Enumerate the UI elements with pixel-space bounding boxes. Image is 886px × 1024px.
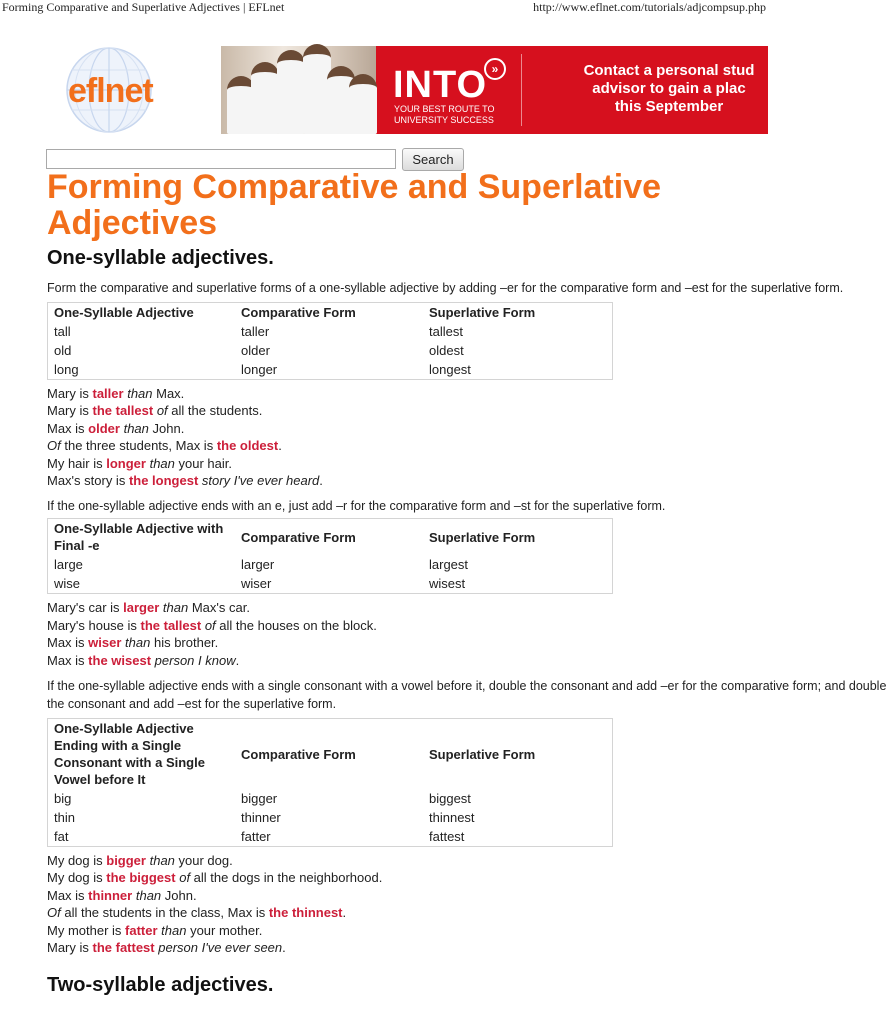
eflnet-logo[interactable] <box>60 46 158 134</box>
table-cell: larger <box>241 557 275 573</box>
banner-brand: INTO <box>393 64 488 106</box>
sentence-text: My mother is <box>47 922 126 938</box>
examples-single-consonant <box>47 852 768 956</box>
example-sentence <box>47 922 768 939</box>
example-sentence <box>47 852 768 869</box>
intro-paragraph-consonant-line-2: the consonant and add –est for the superlative form. <box>47 697 337 712</box>
italic-phrase: person I've ever seen <box>158 940 283 956</box>
table-cell: wisest <box>429 576 466 592</box>
italic-phrase: than <box>149 455 175 471</box>
example-sentence <box>47 599 768 616</box>
table-cell: longer <box>241 362 278 377</box>
sentence-text: . <box>319 473 323 489</box>
sentence-text: Mary is <box>47 386 93 401</box>
table-cell: older <box>241 343 270 358</box>
highlighted-adjective: the fattest <box>92 940 155 956</box>
example-sentence <box>47 385 768 402</box>
print-page-title: Forming Comparative and Superlative Adjectives | EFLnet <box>2 0 285 14</box>
sentence-text: his brother. <box>150 635 219 651</box>
example-sentence <box>47 617 768 634</box>
highlighted-adjective: the oldest <box>216 438 279 454</box>
search-button[interactable]: Search <box>402 148 464 171</box>
banner-call-to-action <box>539 62 799 116</box>
sentence-text: . <box>278 438 282 454</box>
sentence-text: Max is <box>47 652 89 668</box>
italic-phrase: than <box>162 600 189 616</box>
sentence-text: Max is <box>47 420 89 436</box>
column-header: Comparative Form <box>241 529 356 545</box>
table-cell: old <box>54 343 72 358</box>
table-row <box>48 322 612 341</box>
column-header: One-Syllable Adjective Ending with a Single Consonant with a Single Vowel before It <box>54 721 205 788</box>
table-row <box>48 555 612 574</box>
highlighted-adjective: longer <box>106 455 146 471</box>
example-sentence <box>47 420 768 437</box>
pdf-print-header <box>0 0 768 16</box>
highlighted-adjective: the thinnest <box>268 905 343 921</box>
cta-line-3: this September <box>614 98 724 115</box>
sentence-text: your dog. <box>174 853 233 869</box>
banner-tagline: YOUR BEST ROUTE TO UNIVERSITY SUCCESS <box>394 104 495 125</box>
table-cell: biggest <box>429 791 471 807</box>
advertisement-banner[interactable] <box>221 46 768 134</box>
table-cell: oldest <box>429 343 464 358</box>
table-cell: large <box>54 557 83 573</box>
highlighted-adjective: taller <box>92 386 124 401</box>
italic-phrase: person I know <box>154 652 236 668</box>
table-row <box>48 574 612 593</box>
example-sentence <box>47 869 768 886</box>
sentence-text: your hair. <box>174 455 232 471</box>
table-row <box>48 808 612 827</box>
article-content <box>47 168 886 998</box>
example-sentence <box>47 652 768 669</box>
highlighted-adjective: the biggest <box>106 870 176 886</box>
intro-paragraph-final-e: If the one-syllable adjective ends with an e, just add –r for the comparative form and –st for the superlative form. <box>47 499 666 514</box>
cta-line-2: advisor to gain a plac <box>592 80 746 97</box>
italic-phrase: Of <box>47 438 61 454</box>
italic-phrase: Of <box>47 905 61 921</box>
italic-phrase: than <box>149 853 175 869</box>
column-header: Superlative Form <box>429 746 536 762</box>
section-heading-two-syllable: Two-syllable adjectives. <box>47 973 274 996</box>
highlighted-adjective: the longest <box>128 473 199 489</box>
table-row <box>48 360 612 379</box>
sentence-text: . <box>342 905 347 921</box>
highlighted-adjective: the wisest <box>88 652 152 668</box>
table-cell: long <box>54 362 79 377</box>
table-cell: thin <box>54 810 75 826</box>
column-header: One-Syllable Adjective with Final -e <box>54 521 224 554</box>
sentence-text: My hair is <box>47 455 107 471</box>
italic-phrase: of <box>179 870 191 886</box>
example-sentence <box>47 904 768 921</box>
sentence-text: Mary is <box>47 403 93 419</box>
example-sentence <box>47 472 768 489</box>
example-sentence <box>47 634 768 651</box>
sentence-text: John. <box>161 887 197 903</box>
double-chevron-icon: » <box>484 58 506 80</box>
table-row <box>48 789 612 808</box>
highlighted-adjective: fatter <box>125 922 158 938</box>
table-cell: fatter <box>241 829 271 845</box>
sentence-text: Mary's car is <box>47 600 124 616</box>
highlighted-adjective: thinner <box>88 887 133 903</box>
column-header: One-Syllable Adjective <box>54 305 194 320</box>
page-title: Forming Comparative and Superlative Adjectives <box>47 168 662 242</box>
sentence-text: My dog is <box>47 853 107 869</box>
example-sentence <box>47 939 768 956</box>
example-sentence <box>47 887 768 904</box>
cta-line-1: Contact a personal stud <box>583 62 755 79</box>
table-cell: taller <box>241 324 270 339</box>
italic-phrase: story I've ever heard <box>201 473 320 489</box>
column-header: Superlative Form <box>429 305 536 320</box>
sentence-text: Max's car. <box>188 600 250 616</box>
students-photo <box>221 46 376 134</box>
table-row <box>48 341 612 360</box>
sentence-text: Max is <box>47 887 89 903</box>
column-header: Comparative Form <box>241 746 356 762</box>
table-cell: thinnest <box>429 810 475 826</box>
italic-phrase: of <box>204 617 216 633</box>
table-cell: largest <box>429 557 469 573</box>
italic-phrase: than <box>123 420 149 436</box>
example-sentence <box>47 455 768 472</box>
examples-one-syllable <box>47 385 768 489</box>
table-cell: thinner <box>241 810 281 826</box>
sentence-text: My dog is <box>47 870 107 886</box>
table-cell: tallest <box>429 324 463 339</box>
highlighted-adjective: older <box>88 420 120 436</box>
table-cell: wise <box>54 576 81 592</box>
italic-phrase: than <box>161 922 187 938</box>
example-sentence <box>47 402 768 419</box>
sentence-text: all the dogs in the neighborhood. <box>190 870 383 886</box>
table-cell: big <box>54 791 72 807</box>
intro-paragraph-consonant-line-1: If the one-syllable adjective ends with a single consonant with a vowel before it, double the consonant and add –er for the comparative form; and double <box>47 679 886 694</box>
sentence-text: all the houses on the block. <box>215 617 377 633</box>
table-row <box>48 827 612 846</box>
table-cell: wiser <box>241 576 272 592</box>
table-cell: tall <box>54 324 71 339</box>
sentence-text: Mary's house is <box>47 617 141 633</box>
intro-paragraph: Form the comparative and superlative forms of a one-syllable adjective by adding –er for the comparative form and –est for the superlative form. <box>47 281 844 295</box>
table-one-syllable <box>47 302 613 380</box>
sentence-text: . <box>235 652 240 668</box>
sentence-text: the three students, Max is <box>60 438 217 454</box>
search-input[interactable] <box>46 149 396 169</box>
column-header: Comparative Form <box>241 305 356 320</box>
sentence-text: all the students. <box>167 403 263 419</box>
table-cell: longest <box>429 362 471 377</box>
sentence-text: John. <box>148 420 185 436</box>
table-cell: bigger <box>241 791 278 807</box>
column-header: Superlative Form <box>429 529 536 545</box>
italic-phrase: than <box>127 386 153 401</box>
sentence-text: Max. <box>152 386 185 401</box>
highlighted-adjective: the tallest <box>92 403 154 419</box>
table-final-e <box>47 518 613 594</box>
table-cell: fat <box>54 829 69 845</box>
print-page-url: http://www.eflnet.com/tutorials/adjcompsup.php <box>533 0 766 14</box>
example-sentence <box>47 437 768 454</box>
sentence-text: . <box>282 940 286 956</box>
banner-divider <box>521 54 522 126</box>
highlighted-adjective: larger <box>123 600 160 616</box>
section-heading-one-syllable: One-syllable adjectives. <box>47 247 274 269</box>
italic-phrase: of <box>156 403 168 419</box>
italic-phrase: than <box>125 635 151 651</box>
logo-wordmark: eflnet <box>68 72 153 110</box>
sentence-text: your mother. <box>186 922 263 938</box>
highlighted-adjective: the tallest <box>140 617 202 633</box>
table-cell: fattest <box>429 829 465 845</box>
sentence-text: Max is <box>47 635 89 651</box>
italic-phrase: than <box>135 887 162 903</box>
highlighted-adjective: bigger <box>106 853 146 869</box>
sentence-text: Mary is <box>47 940 93 956</box>
examples-final-e <box>47 599 768 669</box>
sentence-text: Max's story is <box>47 473 129 489</box>
highlighted-adjective: wiser <box>88 635 122 651</box>
table-single-consonant <box>47 718 613 847</box>
sentence-text: all the students in the class, Max is <box>60 905 269 921</box>
